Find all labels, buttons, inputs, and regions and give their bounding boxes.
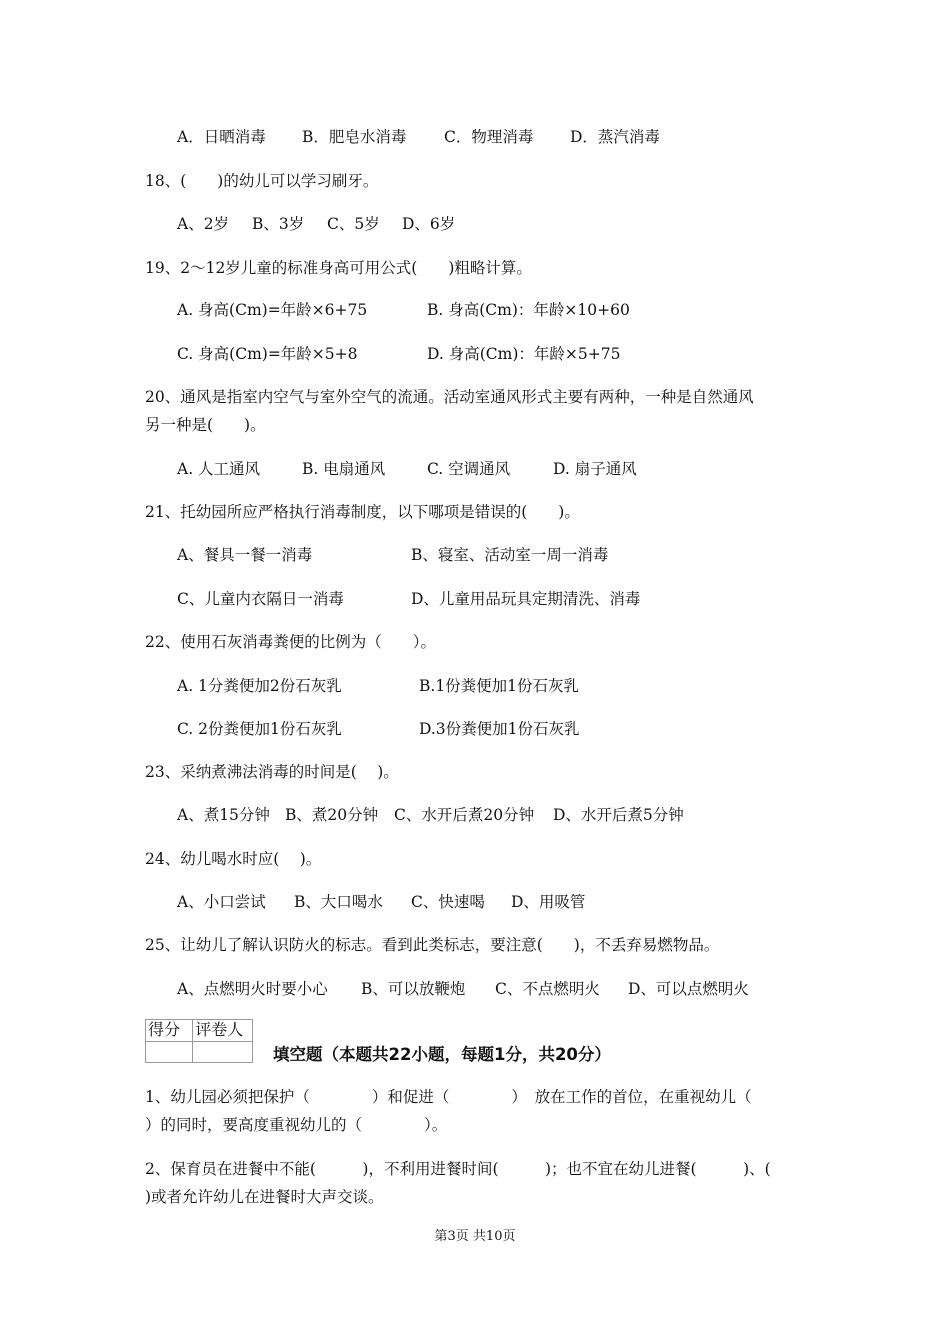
q25-stem: 25、让幼儿了解认识防火的标志。看到此类标志，要注意( )，不丢弃易燃物品。 [145, 936, 720, 954]
q20-stem-line1: 20、通风是指室内空气与室外空气的流通。活动室通风形式主要有两种，一种是自然通风 [145, 388, 754, 406]
fill2-line2: )或者允许幼儿在进餐时大声交谈。 [145, 1188, 384, 1206]
q25-option-c: C、不点燃明火 [495, 980, 600, 998]
q17-option-d: D．蒸汽消毒 [570, 128, 660, 146]
q19-stem: 19、2～12岁儿童的标准身高可用公式( )粗略计算。 [145, 259, 532, 277]
q23-stem: 23、采纳煮沸法消毒的时间是( )。 [145, 763, 399, 781]
q21-option-a: A、餐具一餐一消毒 [177, 546, 313, 564]
q22-stem: 22、使用石灰消毒粪便的比例为（ ）。 [145, 633, 436, 651]
q18-option-c: C、5岁 [327, 215, 380, 233]
fill2-line1: 2、保育员在进餐中不能( )，不利用进餐时间( )；也不宜在幼儿进餐( )、( [145, 1160, 771, 1178]
q23-option-a: A、煮15分钟 [177, 806, 270, 824]
q18-option-a: A、2岁 [177, 215, 230, 233]
fill1-line1: 1、幼儿园必须把保护（ ）和促进（ ） 放在工作的首位，在重视幼儿（ [145, 1088, 752, 1106]
q21-option-b: B、寝室、活动室一周一消毒 [411, 546, 609, 564]
q21-stem: 21、托幼园所应严格执行消毒制度，以下哪项是错误的( )。 [145, 503, 580, 521]
q23-option-d: D、水开后煮5分钟 [553, 806, 684, 824]
q24-option-b: B、大口喝水 [294, 893, 383, 911]
q24-option-a: A、小口尝试 [177, 893, 266, 911]
q22-option-a: A. 1分粪便加2份石灰乳 [177, 677, 342, 695]
grader-label: 评卷人 [193, 1020, 253, 1042]
q25-option-b: B、可以放鞭炮 [361, 980, 466, 998]
q17-option-b: B．肥皂水消毒 [302, 128, 407, 146]
fill1-line2: ）的同时，要高度重视幼儿的（ ）。 [145, 1116, 448, 1134]
q22-option-b: B.1份粪便加1份石灰乳 [419, 677, 580, 695]
score-cell [146, 1041, 193, 1063]
q25-option-d: D、可以点燃明火 [628, 980, 749, 998]
q20-stem-line2: 另一种是( )。 [145, 416, 266, 434]
score-table [145, 1019, 253, 1063]
score-label: 得分 [146, 1020, 193, 1042]
q25-option-a: A、点燃明火时要小心 [177, 980, 328, 998]
q19-option-b: B. 身高(Cm)：年龄×10+60 [427, 301, 630, 319]
section-title: 填空题（本题共22小题，每题1分，共20分） [273, 1045, 611, 1064]
q24-option-c: C、快速喝 [411, 893, 485, 911]
q21-option-d: D、儿童用品玩具定期清洗、消毒 [411, 590, 641, 608]
q19-option-a: A. 身高(Cm)=年龄×6+75 [177, 301, 368, 319]
q17-option-a: A．日晒消毒 [177, 128, 266, 146]
q20-option-c: C. 空调通风 [427, 460, 511, 478]
q23-option-b: B、煮20分钟 [285, 806, 379, 824]
q22-option-c: C. 2份粪便加1份石灰乳 [177, 720, 342, 738]
q21-option-c: C、儿童内衣隔日一消毒 [177, 590, 344, 608]
q19-option-d: D. 身高(Cm)：年龄×5+75 [427, 345, 621, 363]
q19-option-c: C. 身高(Cm)=年龄×5+8 [177, 345, 358, 363]
page-footer: 第3页 共10页 [434, 1229, 516, 1244]
grader-cell [193, 1041, 253, 1063]
q17-option-c: C．物理消毒 [444, 128, 534, 146]
q24-option-d: D、用吸管 [511, 893, 586, 911]
q20-option-a: A. 人工通风 [177, 460, 261, 478]
q24-stem: 24、幼儿喝水时应( )。 [145, 850, 322, 868]
q18-option-d: D、6岁 [402, 215, 456, 233]
q23-option-c: C、水开后煮20分钟 [394, 806, 535, 824]
q18-stem: 18、( )的幼儿可以学习刷牙。 [145, 172, 379, 190]
q18-option-b: B、3岁 [252, 215, 305, 233]
q20-option-d: D. 扇子通风 [553, 460, 637, 478]
q22-option-d: D.3份粪便加1份石灰乳 [419, 720, 580, 738]
q20-option-b: B. 电扇通风 [302, 460, 386, 478]
